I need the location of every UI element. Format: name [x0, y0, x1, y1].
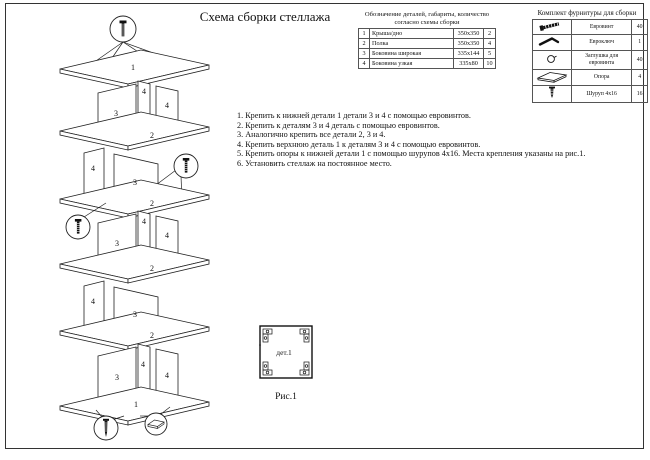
parts-table-header: согласно схемы сборки	[394, 18, 460, 26]
parts-table	[358, 28, 496, 69]
hardware-qty: 4	[632, 69, 648, 85]
part-label: 4	[142, 217, 146, 226]
instruction-line: 5. Крепить опоры к нижней детали 1 с помощью шурупов 4x16. Места крепления указаны на рис.1.	[237, 149, 586, 159]
part-size: 335x144	[454, 49, 484, 59]
part-qty: 4	[484, 39, 496, 49]
instruction-line: 4. Крепить верхнюю деталь 1 к деталям 3 и 4 с помощью евровинтов.	[237, 139, 481, 149]
part-size: 335x80	[454, 59, 484, 69]
part-label: 3	[115, 239, 119, 248]
hardware-name: Шуруп 4x16	[572, 86, 632, 102]
part-name: Полка	[370, 39, 454, 49]
table-row	[359, 59, 496, 69]
support-icon	[535, 70, 569, 83]
assembly-instructions	[237, 111, 641, 169]
parts-table-block	[354, 11, 500, 69]
shelf-assembly-diagram	[48, 4, 220, 454]
part-label: 3	[133, 178, 137, 187]
screw-icon	[536, 86, 568, 99]
table-row	[533, 20, 648, 35]
hardware-name: Заглушка для евровинта	[572, 50, 632, 69]
part-label: 2	[150, 331, 154, 340]
part-num: 4	[359, 59, 370, 69]
hardware-table-block	[524, 9, 650, 103]
part-qty: 2	[484, 29, 496, 39]
table-row	[533, 86, 648, 102]
part-qty: 10	[484, 59, 496, 69]
table-row	[533, 50, 648, 69]
page-title: Схема сборки стеллажа	[199, 9, 331, 24]
cap-icon	[536, 52, 568, 66]
figure-caption: Рис.1	[275, 392, 297, 402]
shelf-board	[60, 245, 209, 283]
shelf-board	[60, 112, 209, 150]
hardware-table	[532, 19, 648, 103]
hardware-qty: 40	[632, 20, 648, 35]
instruction-line: 2. Крепить к деталям 3 и 4 деталь с помощью евровинтов.	[237, 120, 440, 130]
hardware-qty: 1	[632, 35, 648, 50]
hardware-name: Опора	[572, 69, 632, 85]
part-label: 4	[165, 101, 169, 110]
part-label: 1	[134, 400, 138, 409]
parts-table-header: Обозначение деталей, габариты, количество	[364, 11, 490, 18]
part-label: 2	[150, 131, 154, 140]
hardware-table-title: Комплект фурнитуры для сборки	[537, 9, 637, 17]
part-name: Крыша/дно	[370, 29, 454, 39]
table-row	[359, 39, 496, 49]
hardware-qty: 40	[632, 50, 648, 69]
instruction-line: 6. Установить стеллаж на постоянное место.	[237, 158, 392, 168]
hardware-name: Евровинт	[572, 20, 632, 35]
table-row	[359, 29, 496, 39]
part-name: Боковина широкая	[370, 49, 454, 59]
part-label: 4	[91, 297, 95, 306]
table-row	[359, 49, 496, 59]
euroscrew-icon	[536, 20, 568, 32]
part-label: 3	[115, 373, 119, 382]
part-num: 2	[359, 39, 370, 49]
part-num: 1	[359, 29, 370, 39]
instruction-line: 1. Крепить к нижней детали 1 детали 3 и 4 с помощью евровинтов.	[237, 111, 471, 120]
part-size: 350x350	[454, 39, 484, 49]
part-label: 2	[150, 264, 154, 273]
part-num: 3	[359, 49, 370, 59]
part-label: 4	[91, 164, 95, 173]
hexkey-icon	[536, 35, 568, 47]
part-name: Боковина узкая	[370, 59, 454, 69]
part-label: 3	[133, 310, 137, 319]
part-label: 3	[114, 109, 118, 118]
figure-1-detail	[255, 322, 319, 408]
part-label: 4	[141, 360, 145, 369]
part-label: 4	[165, 371, 169, 380]
instruction-line: 3. Аналогично крепить все детали 2, 3 и 4.	[237, 130, 386, 140]
hardware-qty: 16	[632, 86, 648, 102]
part-label: 2	[150, 199, 154, 208]
figure-part-label: дет.1	[276, 348, 292, 357]
hardware-name: Евроключ	[572, 35, 632, 50]
part-label: 1	[131, 63, 135, 72]
part-label: 4	[165, 231, 169, 240]
table-row	[533, 69, 648, 85]
part-qty: 5	[484, 49, 496, 59]
part-label: 4	[142, 87, 146, 96]
table-row	[533, 35, 648, 50]
part-size: 350x350	[454, 29, 484, 39]
